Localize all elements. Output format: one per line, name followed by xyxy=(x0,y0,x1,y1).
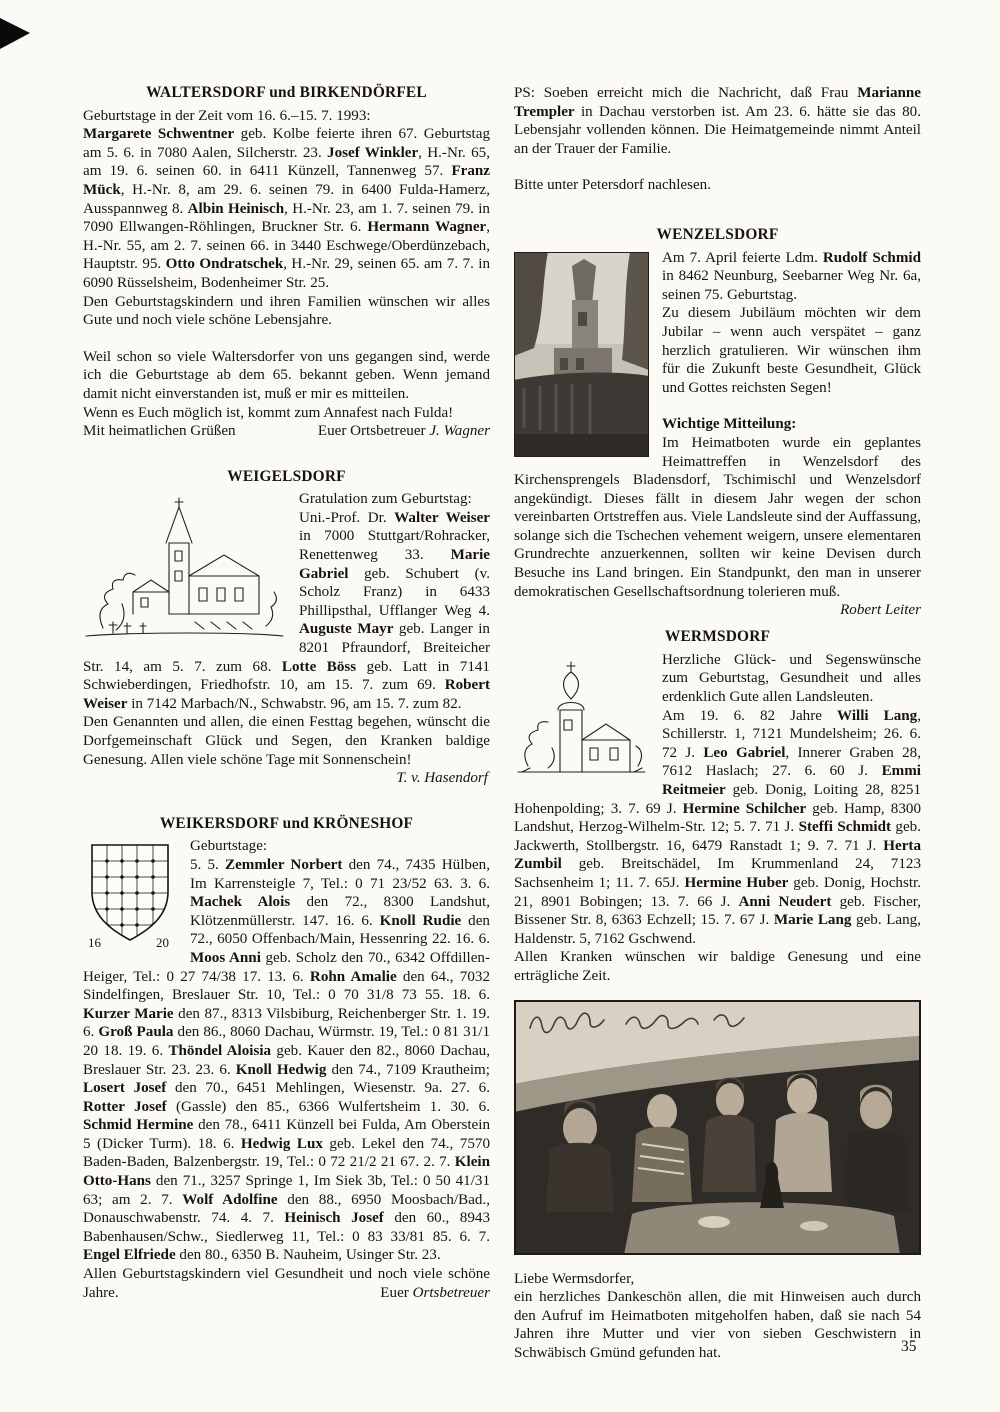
waltersdorf-annafest-line: Wenn es Euch möglich ist, kommt zum Annafest nach Fulda! xyxy=(83,404,454,421)
waltersdorf-birthday-list: Margarete Schwentner geb. Kolbe feierte ihren 67. Geburtstag am 5. 6. in 7080 Aalen, Silcherstr. 23. Josef Winkler, H.-Nr. 65, am 19. 6. seinen 60. in 6411 Künzell, Tannenweg 57. Franz Mück, H.-Nr. 8, am 29. 6. seinen 79. in 6400 Fulda-Hamerz, Ausspannweg 8. Albin Heinisch, H.-Nr. 23, am 1. 7. seinen 79. in 7090 Ellwangen-Röhlingen, Bruckner Str. 6. Hermann Wagner, H.-Nr. 55, am 2. 7. seinen 66. in 3440 Eschwege/Oberdünzebach, Hauptstr. 95. Otto Ondratschek, H.-Nr. 29, seinen 65. am 7. 7. in 6090 Rüsselsheim, Bodenheimer Str. 25. xyxy=(83,126,491,291)
section-wenzelsdorf xyxy=(514,225,921,619)
weigelsdorf-body xyxy=(83,490,490,788)
page-number: 35 xyxy=(901,1338,917,1355)
letter-salutation: Liebe Wermsdorfer, xyxy=(514,1270,635,1287)
crest-number-right: 20 xyxy=(156,935,169,951)
signature-greeting: Mit heimatlichen Grüßen xyxy=(83,423,236,440)
weikersdorf-intro: Geburtstage: xyxy=(190,838,268,855)
weigelsdorf-wishes: Den Genannten und allen, die einen Festtag begehen, wünscht die Dorfgemeinschaft Glück und Segen, den Kranken baldige Genesung. Allen viele schöne Tage mit Sonnenschein! xyxy=(83,714,490,768)
section-wermsdorf xyxy=(514,628,921,1362)
heading-weigelsdorf: WEIGELSDORF xyxy=(227,467,346,485)
wermsdorf-group-photo xyxy=(514,1000,921,1255)
wenzelsdorf-subheading: Wichtige Mitteilung: xyxy=(662,416,797,433)
waltersdorf-wishes: Den Geburtstagskindern und ihren Familien wünschen wir alles Gute und noch viele schöne Lebensjahre. xyxy=(83,293,490,329)
left-column xyxy=(83,84,490,1390)
weikersdorf-signature: Euer Ortsbetreuer xyxy=(380,1284,490,1301)
weikersdorf-closing-text: Allen Geburtstagskindern viel Gesundheit und noch viele schöne Jahre. xyxy=(83,1266,490,1301)
wermsdorf-church-drawing xyxy=(514,654,649,780)
right-column xyxy=(514,84,921,1390)
wenzelsdorf-birthday: Am 7. April feierte Ldm. Rudolf Schmid in 8462 Neunburg, Seebarner Weg Nr. 6a, seinen 75. Geburtstag. xyxy=(662,249,921,303)
wenzelsdorf-body xyxy=(514,249,921,619)
wermsdorf-greeting: Herzliche Glück- und Segenswünsche zum Geburtstag, Gesundheit und alles erdenklich Gute allen Landsleuten. xyxy=(662,651,921,706)
weigelsdorf-birthday-list: Uni.-Prof. Dr. Walter Weiser in 7000 Stuttgart/Rohracker, Renettenweg 33. Marie Gabriel geb. Schubert (v. Scholz Franz) in 6433 Phillipsthal, Ufflanger Weg 4. Auguste Mayr geb. Langer in 8201 Pfraundorf, Breiteicher Str. 14, am 5. 7. zum 68. Lotte Böss geb. Latt in 7141 Schwieberdingen, Friedhofstr. 10, am 15. 7. zum 69. Robert Weiser in 7142 Marbach/N., Schwabstr. 96, am 15. 7. zum 82. xyxy=(83,509,490,712)
heading-weikersdorf: WEIKERSDORF und KRÖNESHOF xyxy=(159,814,414,832)
corner-triangle-mark xyxy=(0,18,30,49)
two-column-layout xyxy=(83,84,921,1390)
petersdorf-reference: Bitte unter Petersdorf nachlesen. xyxy=(514,177,711,194)
wermsdorf-wishes: Allen Kranken wünschen wir baldige Genesung und eine erträgliche Zeit. xyxy=(514,949,921,984)
waltersdorf-note: Weil schon so viele Waltersdorfer von uns gegangen sind, werde ich die Geburtstage ab dem 65. bekannt geben. Wenn jemand damit nicht einverstanden ist, muß er mir es mitteilen. xyxy=(83,348,490,402)
wenzelsdorf-announcement xyxy=(514,434,921,619)
weikersdorf-closing xyxy=(83,1265,490,1302)
section-weigelsdorf xyxy=(83,468,490,788)
weikersdorf-crest-drawing xyxy=(83,840,177,950)
wenzelsdorf-church-photo xyxy=(514,252,649,457)
weigelsdorf-signature: T. v. Hasendorf xyxy=(396,770,488,787)
wermsdorf-body xyxy=(514,651,921,986)
waltersdorf-date-range: Geburtstage in der Zeit vom 16. 6.–15. 7. 1993: xyxy=(83,107,371,124)
heading-wenzelsdorf: WENZELSDORF xyxy=(656,225,779,243)
weikersdorf-birthday-list: 5. 5. Zemmler Norbert den 74., 7435 Hülben, Im Karrensteigle 7, Tel.: 0 71 23/52 63. 3. 6. Machek Alois den 72., 8300 Landshut, Klötzenmüllerstr. 147. 16. 6. Knoll Rudie den 72., 6050 Offenbach/Main, Hessenring 22. 16. 6. Moos Anni geb. Scholz den 70., 6342 Offdillen-Heiger, Tel.: 0 27 74/38 17. 13. 6. Rohn Amalie den 64., 7032 Sindelfingen, Breslauer Str. 10, Tel.: 0 70 31/8 73 55. 18. 6. Kurzer Marie den 87., 8313 Vilsbiburg, Reichenberger Str. 1. 19. 6. Groß Paula den 86., 8060 Dachau, Würmstr. 19, Tel.: 0 81 31/1 20 18. 19. 6. Thöndel Aloisia geb. Kauer den 82., 8060 Dachau, Breslauer Str. 23. 23. 6. Knoll Hedwig den 74., 7109 Krautheim; Losert Josef den 70., 6451 Mehlingen, Wiesenstr. 9a. 27. 6. Rotter Josef (Gassle) den 85., 6366 Wulfertsheim 1. 30. 6. Schmid Hermine den 78., 6411 Künzell bei Fulda, Am Oberstein 5 (Dicker Turm). 18. 6. Hedwig Lux geb. Lekel den 74., 7570 Baden-Baden, Balzenbergstr. 19, Tel.: 0 72 21/2 21 67. 2. 7. Klein Otto-Hans den 71., 3257 Springe 1, Im Siek 3b, Tel.: 0 50 41/31 63; am 2. 7. Wolf Adolfine den 88., 6950 Moosbach/Bad., Donauschwabenstr. 74. 4. 7. Heinisch Josef den 60., 8943 Babenhausen/Schw., Siedlerweg 11, Tel.: 0 83 33/81 85. 6. 7. Engel Elfriede den 80., 6350 B. Nauheim, Usinger Str. 23. xyxy=(83,856,491,1264)
heading-wermsdorf: WERMSDORF xyxy=(664,628,771,646)
section-weikersdorf xyxy=(83,815,490,1302)
heading-waltersdorf: WALTERSDORF und BIRKENDÖRFEL xyxy=(146,84,427,101)
ps-obituary-note: PS: Soeben erreicht mich die Nachricht, daß Frau Marianne Trempler in Dachau verstorben ist. Am 23. 6. hätte sie das 80. Lebensjahr vollenden können. Die Heimatgemeinde nimmt Anteil an der Trauer der Familie. xyxy=(514,85,921,157)
crest-number-left: 16 xyxy=(88,935,101,951)
section-ps-note xyxy=(514,84,921,195)
wenzelsdorf-signature: Robert Leiter xyxy=(840,602,921,619)
wermsdorf-birthday-list: Am 19. 6. 82 Jahre Willi Lang, Schillerstr. 1, 7121 Mundelsheim; 26. 6. 72 J. Leo Gabriel, Innerer Graben 28, 7612 Haslach; 27. 6. 60 J. Emmi Reitmeier geb. Donig, Loiting 28, 8251 Hohenpolding; 3. 7. 69 J. Hermine Schilcher geb. Hamp, 8300 Landshut, Herzog-Wilhelm-Str. 12; 5. 7. 71 J. Steffi Schmidt geb. Jackwerth, Stollbergstr. 16, 6479 Ranstadt 1; 9. 7. 71 J. Herta Zumbil geb. Breitschädel, Im Krummenland 24, 7123 Sachsenheim 1; 11. 7. 65J. Hermine Huber geb. Donig, Hochstr. 21, 8901 Bobingen; 13. 7. 66 J. Anni Neudert geb. Fischer, Bissener Str. 8, 6363 Echzell; 15. 7. 67 J. Marie Lang geb. Lang, Haldenstr. 5, 7162 Gschwend. xyxy=(514,707,921,947)
letter-body: ein herzliches Dankeschön allen, die mit Hinweisen auch durch den Aufruf im Heimatboten mitgeholfen haben, daß sie nach 54 Jahren ihre Mutter und vier von sieben Geschwistern in Schwäbisch Gmünd gefunden hat. xyxy=(514,1289,921,1361)
signature-caretaker-wagner: Euer Ortsbetreuer J. Wagner xyxy=(317,423,490,440)
wermsdorf-letter xyxy=(514,1270,921,1363)
weigelsdorf-church-drawing xyxy=(83,493,286,643)
weigelsdorf-intro: Gratulation zum Geburtstag: xyxy=(299,491,472,508)
wenzelsdorf-congratulations: Zu diesem Jubiläum möchten wir dem Jubilar – wenn auch verspätet – ganz herzlich gratulieren. Wir wünschen ihm für die Zukunft beste Gesundheit, Glück und Gottes reichsten Segen! xyxy=(662,305,921,396)
waltersdorf-signature-row xyxy=(83,422,490,441)
section-waltersdorf xyxy=(83,84,490,441)
wenzelsdorf-announcement-text: Im Heimatboten wurde ein geplantes Heimattreffen in Wenzelsdorf des Kirchensprengels Bladensdorf, Tschimischl und Wenzelsdorf angekündigt. Dieses fällt in diesem Jahr wegen der schon vereinbarten Ortstreffen aus. Viele Landsleute sind der Auffassung, solange sich die Tschechen vehement weigern, unsere elementaren Grundrechte anzuerkennen, sollten wir keine Devisen durch Besuche ins Land bringen. Ein Standpunkt, den man in unserer demokratischen Gesellschaftsordnung tolerieren muß. xyxy=(514,434,921,600)
weikersdorf-body xyxy=(83,837,490,1302)
